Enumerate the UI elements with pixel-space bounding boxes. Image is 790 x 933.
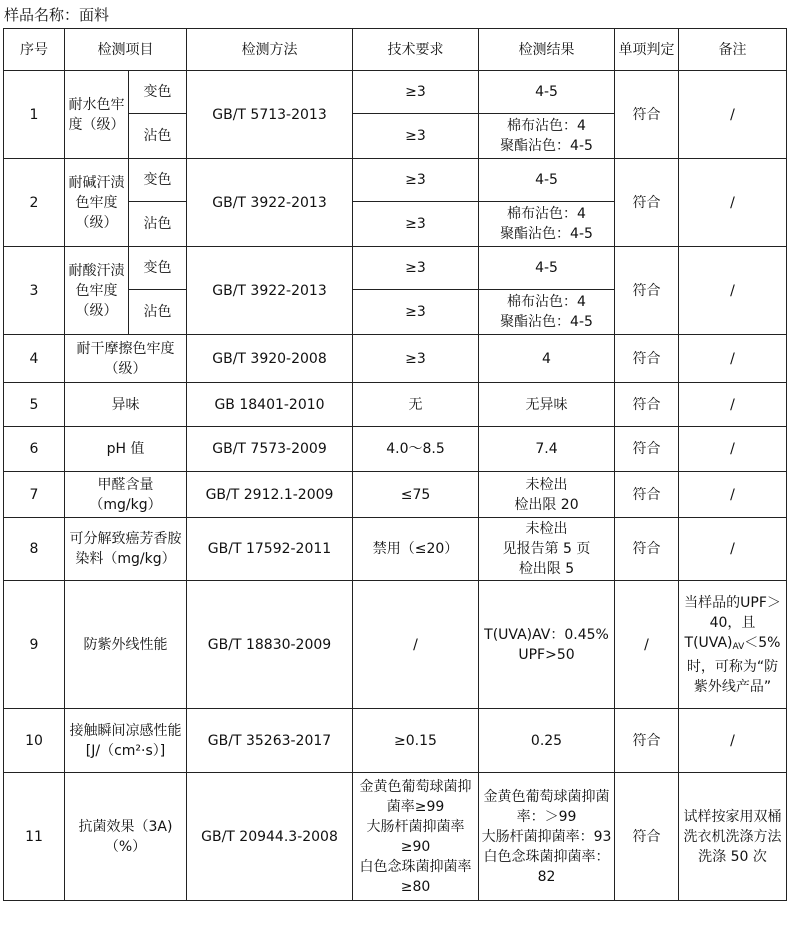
row-result: 无异味 [479,383,615,427]
row-no: 9 [4,581,65,709]
row-requirement: ≥3 [353,71,479,114]
header-result: 检测结果 [479,29,615,71]
row-result: 4-5 [479,247,615,290]
table-row [4,581,787,709]
row-item: 异味 [65,383,187,427]
result-line: 白色念珠菌抑菌率：82 [483,848,610,885]
row-sub-item: 变色 [129,159,187,202]
row-item: 耐水色牢度（级） [65,71,129,159]
result-line: 棉布沾色：4 [507,118,586,134]
table-row [4,773,787,901]
table-row [4,383,787,427]
row-remark: / [679,518,787,581]
table-row [4,247,787,290]
table-row [4,335,787,383]
row-method: GB/T 7573-2009 [187,427,353,472]
table-row [4,159,787,202]
row-sub-item: 变色 [129,71,187,114]
row-remark: 试样按家用双桶洗衣机洗涤方法洗涤 50 次 [679,773,787,901]
row-remark: / [679,71,787,159]
row-result [479,773,615,901]
row-remark: / [679,159,787,247]
row-item: 接触瞬间凉感性能[J/（cm²·s）] [65,709,187,773]
header-row [4,29,787,71]
row-remark: / [679,335,787,383]
result-line: UPF>50 [518,646,575,663]
row-sub-item: 沾色 [129,290,187,335]
sample-name-caption: 样品名称：面料 [4,6,110,24]
result-line: 金黄色葡萄球菌抑菌率：＞99 [483,788,610,825]
header-remark: 备注 [679,29,787,71]
row-method: GB/T 2912.1-2009 [187,472,353,518]
row-method: GB 18401-2010 [187,383,353,427]
row-result: 4-5 [479,71,615,114]
row-requirement: 无 [353,383,479,427]
result-line: 大肠杆菌抑菌率：93 [481,828,612,845]
result-line: 未检出 [525,476,568,493]
row-requirement: ≥3 [353,114,479,159]
row-requirement: ≥0.15 [353,709,479,773]
row-no: 10 [4,709,65,773]
result-line: 未检出 [525,521,568,537]
row-sub-item: 沾色 [129,202,187,247]
row-result [479,114,615,159]
row-method: GB/T 17592-2011 [187,518,353,581]
row-item: 耐碱汗渍色牢度（级） [65,159,129,247]
row-method: GB/T 3922-2013 [187,159,353,247]
row-requirement: ≥3 [353,335,479,383]
row-verdict: 符合 [615,335,679,383]
header-verdict: 单项判定 [615,29,679,71]
row-no: 5 [4,383,65,427]
row-no: 3 [4,247,65,335]
row-result [479,290,615,335]
remark-text: 当样品的UPF＞40，且T(UVA) [684,594,781,651]
row-item: 耐酸汗渍色牢度（级） [65,247,129,335]
row-no: 2 [4,159,65,247]
row-method: GB/T 20944.3-2008 [187,773,353,901]
row-no: 1 [4,71,65,159]
result-line: T(UVA)AV：0.45% [484,626,609,643]
result-line: 检出限 5 [518,561,575,577]
row-requirement: 4.0～8.5 [353,427,479,472]
row-item: 防紫外线性能 [65,581,187,709]
row-no: 11 [4,773,65,901]
row-method: GB/T 18830-2009 [187,581,353,709]
result-line: 聚酯沾色：4-5 [500,314,593,330]
test-report-table [3,28,787,901]
row-remark [679,581,787,709]
table-row [4,518,787,581]
row-no: 8 [4,518,65,581]
row-item: pH 值 [65,427,187,472]
row-result: 7.4 [479,427,615,472]
row-no: 6 [4,427,65,472]
row-result [479,518,615,581]
row-result: 4 [479,335,615,383]
row-method: GB/T 3920-2008 [187,335,353,383]
row-sub-item: 沾色 [129,114,187,159]
result-line: 见报告第 5 页 [502,541,591,557]
row-remark: / [679,427,787,472]
row-verdict: 符合 [615,71,679,159]
row-item: 抗菌效果（3A)（%） [65,773,187,901]
row-verdict: 符合 [615,159,679,247]
row-result [479,202,615,247]
row-verdict: 符合 [615,518,679,581]
requirement-line: 金黄色葡萄球菌抑菌率≥99 [359,778,472,815]
header-no: 序号 [4,29,65,71]
table-row [4,709,787,773]
row-no: 4 [4,335,65,383]
row-result [479,581,615,709]
requirement-line: 大肠杆菌抑菌率≥90 [366,818,465,855]
row-verdict: 符合 [615,383,679,427]
remark-text: ＜5%时，可称为“防紫外线产品” [686,634,781,695]
row-item: 可分解致癌芳香胺染料（mg/kg） [65,518,187,581]
row-verdict: 符合 [615,427,679,472]
row-result: 4-5 [479,159,615,202]
row-result [479,472,615,518]
row-requirement: ≥3 [353,290,479,335]
row-remark: / [679,709,787,773]
header-item: 检测项目 [65,29,187,71]
row-remark: / [679,247,787,335]
row-remark: / [679,472,787,518]
row-sub-item: 变色 [129,247,187,290]
result-line: 棉布沾色：4 [507,294,586,310]
result-line: 聚酯沾色：4-5 [500,138,593,154]
row-requirement [353,773,479,901]
table-row [4,427,787,472]
header-method: 检测方法 [187,29,353,71]
row-requirement: ≥3 [353,247,479,290]
row-method: GB/T 3922-2013 [187,247,353,335]
result-line: 聚酯沾色：4-5 [500,226,593,242]
result-line: 检出限 20 [514,496,579,513]
row-requirement: ≤75 [353,472,479,518]
row-verdict: 符合 [615,247,679,335]
row-verdict: 符合 [615,773,679,901]
row-result: 0.25 [479,709,615,773]
row-item: 耐干摩擦色牢度（级） [65,335,187,383]
result-line: 棉布沾色：4 [507,206,586,222]
remark-subscript: AV [732,641,745,652]
row-remark: / [679,383,787,427]
requirement-line: 白色念珠菌抑菌率≥80 [359,858,472,895]
row-verdict: 符合 [615,709,679,773]
row-verdict: / [615,581,679,709]
row-verdict: 符合 [615,472,679,518]
table-row [4,472,787,518]
row-method: GB/T 5713-2013 [187,71,353,159]
row-no: 7 [4,472,65,518]
row-requirement: ≥3 [353,159,479,202]
row-requirement: / [353,581,479,709]
row-requirement: ≥3 [353,202,479,247]
row-requirement: 禁用（≤20） [353,518,479,581]
row-item: 甲醛含量（mg/kg） [65,472,187,518]
table-row [4,71,787,114]
row-method: GB/T 35263-2017 [187,709,353,773]
header-requirement: 技术要求 [353,29,479,71]
